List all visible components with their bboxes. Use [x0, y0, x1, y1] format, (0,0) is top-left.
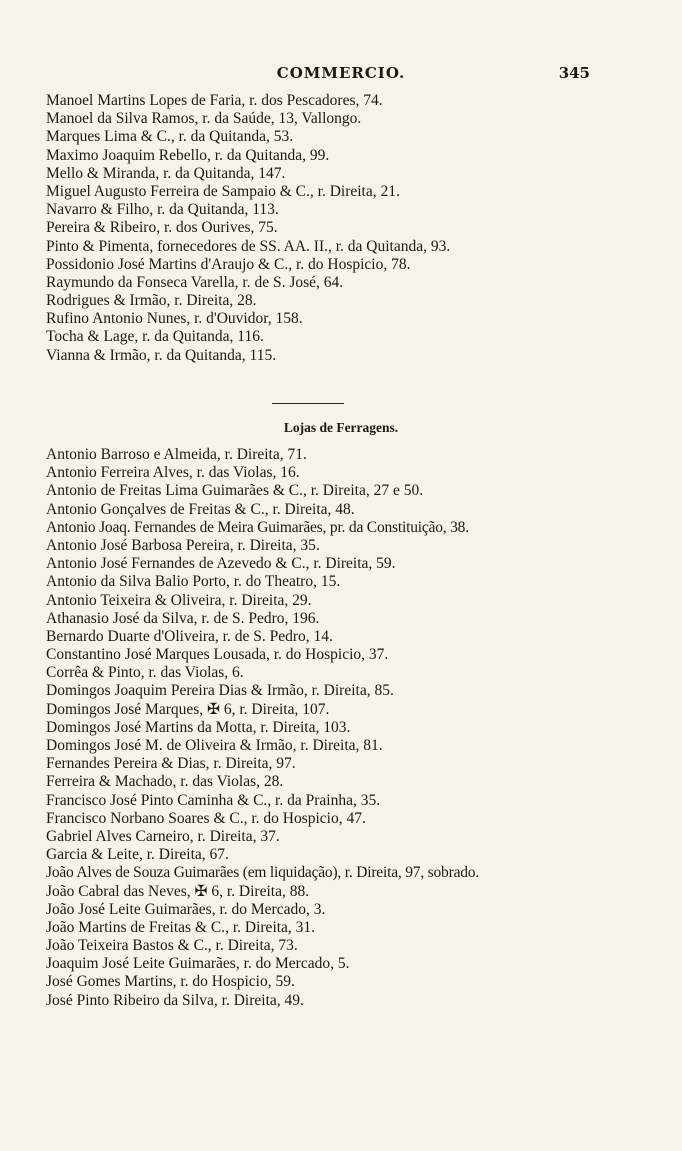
list-item: Domingos José Martins da Motta, r. Direita, 103.	[46, 718, 351, 736]
list-item: João Cabral das Neves, ✠ 6, r. Direita, 88.	[46, 882, 310, 900]
list-item: Antonio Gonçalves de Freitas & C., r. Direita, 48.	[46, 500, 355, 518]
list-item: Ferreira & Machado, r. das Violas, 28.	[46, 773, 284, 791]
list-item: Francisco José Pinto Caminha & C., r. da Prainha, 35.	[46, 791, 381, 809]
list-item: Manoel Martins Lopes de Faria, r. dos Pescadores, 74.	[46, 92, 383, 109]
list-item: Fernandes Pereira & Dias, r. Direita, 97.	[46, 755, 296, 773]
list-item: Pereira & Ribeiro, r. dos Ourives, 75.	[46, 219, 278, 237]
list-item: Pinto & Pimenta, fornecedores de SS. AA. II., r. da Quitanda, 93.	[46, 237, 451, 255]
list-item: Mello & Miranda, r. da Quitanda, 147.	[46, 164, 286, 182]
list-item: Possidonio José Martins d'Araujo & C., r. do Hospicio, 78.	[46, 255, 411, 273]
list-item: Antonio Joaq. Fernandes de Meira Guimarães, pr. da Constituição, 38.	[46, 518, 469, 536]
list-item: Joaquim José Leite Guimarães, r. do Mercado, 5.	[46, 955, 350, 973]
list-item: João Martins de Freitas & C., r. Direita, 31.	[46, 918, 316, 936]
list-item: Antonio de Freitas Lima Guimarães & C., r. Direita, 27 e 50.	[46, 482, 424, 500]
list-item: João José Leite Guimarães, r. do Mercado, 3.	[46, 900, 326, 918]
list-item: Marques Lima & C., r. da Quitanda, 53.	[46, 128, 294, 146]
list-item: Garcia & Leite, r. Direita, 67.	[46, 846, 229, 864]
list-item: João Alves de Souza Guimarães (em liquidação), r. Direita, 97, sobrado.	[46, 864, 480, 882]
list-item: Francisco Norbano Soares & C., r. do Hospicio, 47.	[46, 809, 366, 827]
list-item: José Pinto Ribeiro da Silva, r. Direita, 49.	[46, 991, 304, 1009]
list-item: Rufino Antonio Nunes, r. d'Ouvidor, 158.	[46, 310, 303, 328]
list-item: Antonio Teixeira & Oliveira, r. Direita, 29.	[46, 591, 312, 609]
list-item: Corrêa & Pinto, r. das Violas, 6.	[46, 664, 244, 682]
list-item: Navarro & Filho, r. da Quitanda, 113.	[46, 201, 279, 219]
entry-list-b	[46, 446, 666, 1010]
list-item: José Gomes Martins, r. do Hospicio, 59.	[46, 973, 295, 991]
list-item: Athanasio José da Silva, r. de S. Pedro, 196.	[46, 609, 320, 627]
list-item: Antonio da Silva Balio Porto, r. do Theatro, 15.	[46, 573, 341, 591]
list-item: Domingos José Marques, ✠ 6, r. Direita, 107.	[46, 700, 330, 718]
list-item: Antonio José Barbosa Pereira, r. Direita, 35.	[46, 536, 320, 554]
list-item: Domingos José M. de Oliveira & Irmão, r. Direita, 81.	[46, 737, 383, 754]
page-number: 345	[558, 64, 590, 82]
entry-list-a	[46, 92, 646, 365]
section-heading: Lojas de Ferragens.	[283, 420, 399, 435]
list-item: Antonio José Fernandes de Azevedo & C., r. Direita, 59.	[46, 555, 396, 573]
list-item: Tocha & Lage, r. da Quitanda, 116.	[46, 328, 264, 346]
list-item: Maximo Joaquim Rebello, r. da Quitanda, 99.	[46, 146, 330, 164]
list-item: Miguel Augusto Ferreira de Sampaio & C., r. Direita, 21.	[46, 182, 400, 200]
list-item: Constantino José Marques Lousada, r. do Hospicio, 37.	[46, 646, 389, 664]
list-item: Vianna & Irmão, r. da Quitanda, 115.	[46, 346, 277, 364]
section-divider	[272, 403, 344, 404]
list-item: Antonio Ferreira Alves, r. das Violas, 16.	[46, 464, 300, 482]
list-item: Antonio Barroso e Almeida, r. Direita, 71.	[46, 446, 307, 463]
list-item: Gabriel Alves Carneiro, r. Direita, 37.	[46, 827, 280, 845]
list-item: Rodrigues & Irmão, r. Direita, 28.	[46, 292, 257, 310]
page-header	[0, 64, 682, 86]
list-item: Domingos Joaquim Pereira Dias & Irmão, r. Direita, 85.	[46, 682, 394, 700]
list-item: Manoel da Silva Ramos, r. da Saúde, 13, Vallongo.	[46, 110, 362, 128]
list-item: Bernardo Duarte d'Oliveira, r. de S. Pedro, 14.	[46, 627, 333, 645]
running-title: COMMERCIO.	[276, 64, 406, 82]
list-item: Raymundo da Fonseca Varella, r. de S. José, 64.	[46, 273, 344, 291]
list-item: João Teixeira Bastos & C., r. Direita, 73.	[46, 937, 298, 955]
